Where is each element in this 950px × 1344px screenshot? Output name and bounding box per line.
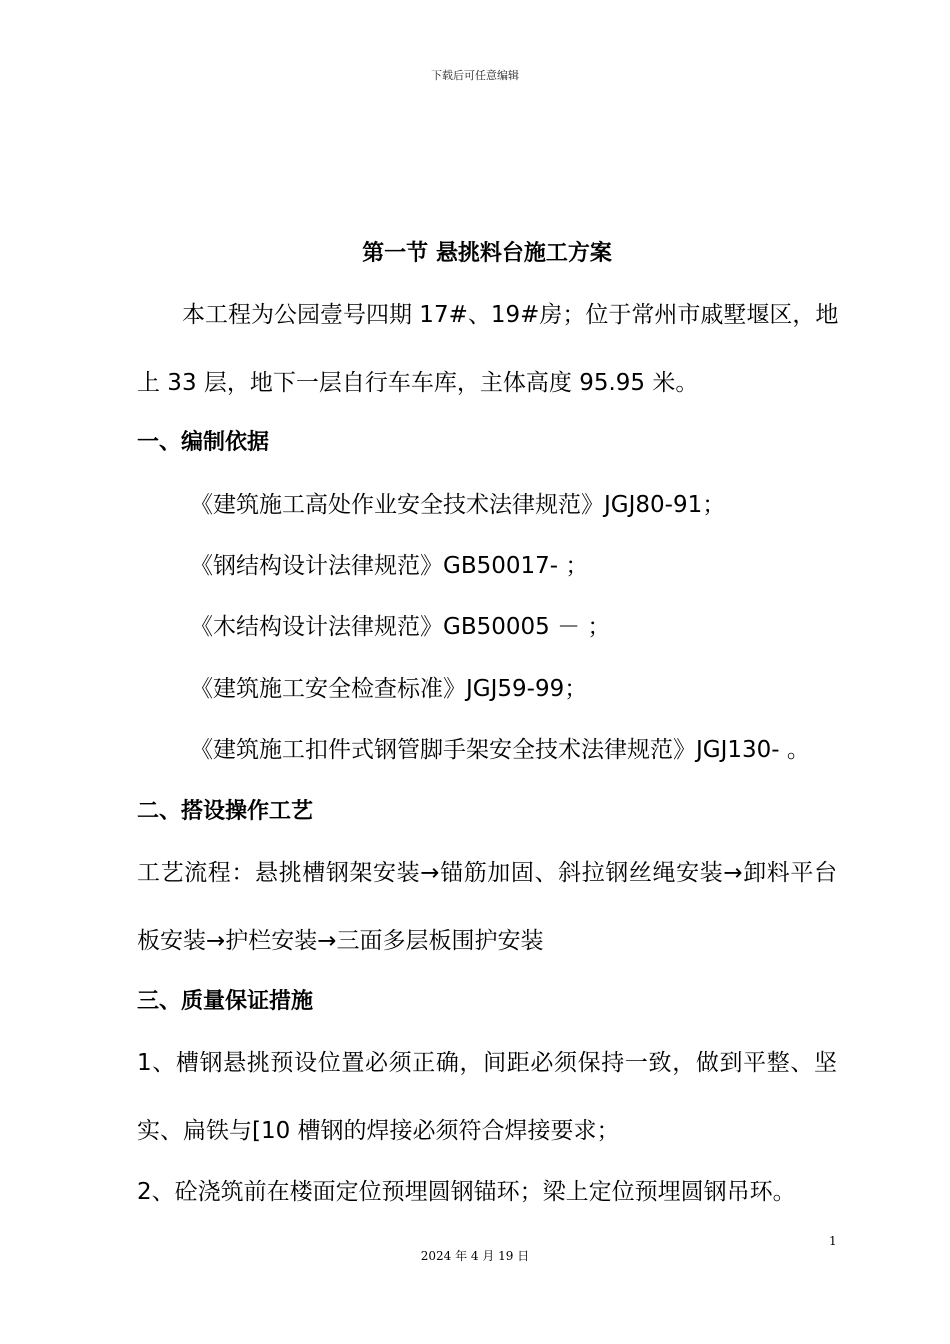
heading-quality-measures: 三、质量保证措施: [137, 989, 314, 1014]
reference-item: 《建筑施工扣件式钢管脚手架安全技术法律规范》JGJ130- 。: [190, 737, 810, 763]
reference-item: 《钢结构设计法律规范》GB50017- ；: [190, 553, 589, 579]
reference-item: 《建筑施工高处作业安全技术法律规范》JGJ80-91；: [190, 492, 726, 518]
measure-item-2: 2、砼浇筑前在楼面定位预埋圆钢锚环；梁上定位预埋圆钢吊环。: [137, 1179, 796, 1205]
page-number: 1: [829, 1234, 837, 1248]
section-title: 第一节 悬挑料台施工方案: [362, 241, 612, 266]
process-flow-line-1: 工艺流程：悬挑槽钢架安装→锚筋加固、斜拉钢丝绳安装→卸料平台: [137, 860, 837, 886]
measure-item-1-line-1: 1、槽钢悬挑预设位置必须正确，间距必须保持一致，做到平整、坚: [137, 1050, 837, 1076]
intro-paragraph-line-1: 本工程为公园壹号四期 17#、19#房；位于常州市戚墅堰区，地: [182, 302, 839, 328]
heading-compilation-basis: 一、编制依据: [137, 430, 270, 455]
reference-item: 《木结构设计法律规范》GB50005 － ；: [190, 614, 611, 640]
page-header-note: 下载后可任意编辑: [431, 69, 519, 82]
intro-paragraph-line-2: 上 33 层，地下一层自行车车库，主体高度 95.95 米。: [137, 370, 699, 396]
reference-item: 《建筑施工安全检查标准》JGJ59-99；: [190, 676, 588, 702]
footer-date: 2024 年 4 月 19 日: [420, 1249, 530, 1263]
heading-erection-process: 二、搭设操作工艺: [137, 799, 314, 824]
process-flow-line-2: 板安装→护栏安装→三面多层板围护安装: [137, 928, 544, 954]
measure-item-1-line-2: 实、扁铁与[10 槽钢的焊接必须符合焊接要求；: [137, 1118, 620, 1144]
